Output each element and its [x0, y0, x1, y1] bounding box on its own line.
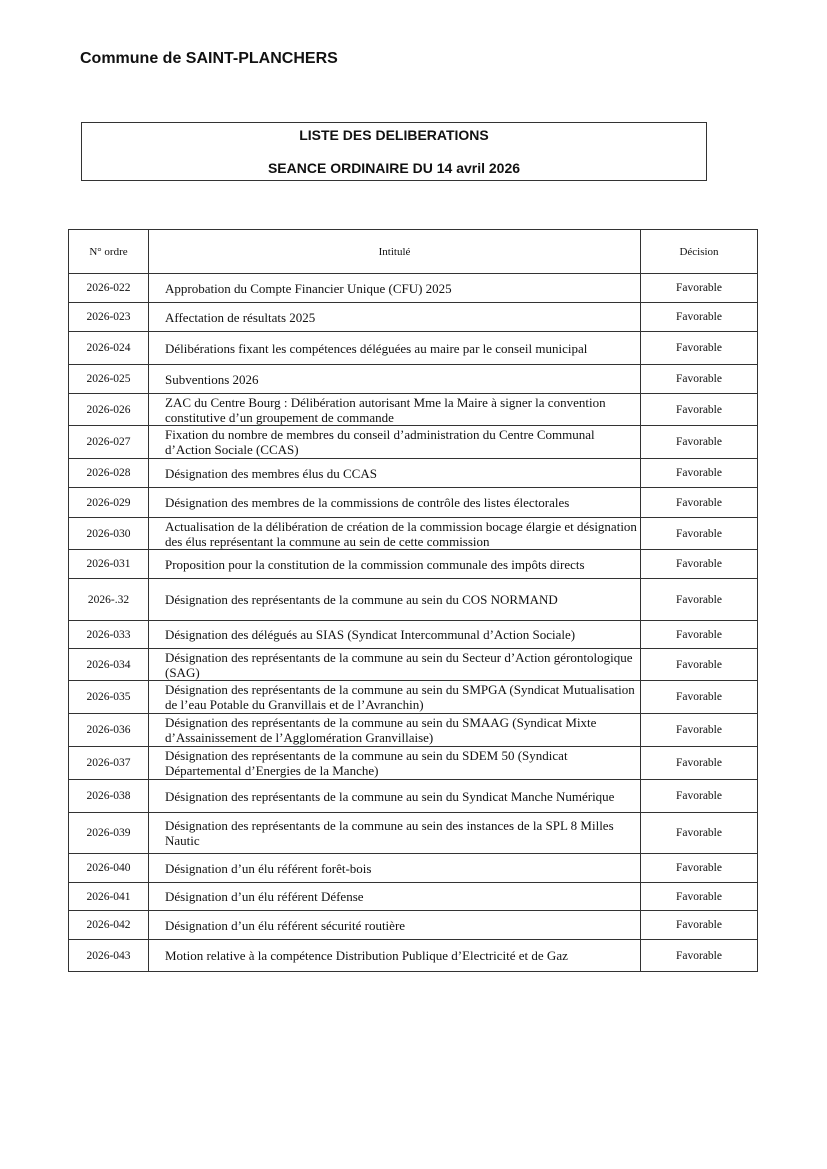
table-row — [69, 883, 758, 911]
row-title: Désignation des délégués au SIAS (Syndicat Intercommunal d’Action Sociale) — [149, 621, 641, 649]
row-title: Motion relative à la compétence Distribution Publique d’Electricité et de Gaz — [149, 940, 641, 972]
table-row — [69, 813, 758, 854]
commune-name: Commune de SAINT-PLANCHERS — [80, 50, 338, 67]
row-decision: Favorable — [641, 365, 758, 394]
table-row — [69, 621, 758, 649]
table-row — [69, 714, 758, 747]
row-number: 2026-025 — [69, 365, 149, 394]
table-row — [69, 854, 758, 883]
row-number: 2026-038 — [69, 780, 149, 813]
table-row — [69, 459, 758, 488]
table-row — [69, 518, 758, 550]
table-row — [69, 550, 758, 579]
row-decision: Favorable — [641, 780, 758, 813]
session-title: SEANCE ORDINAIRE DU 14 avril 2026 — [267, 160, 521, 176]
row-decision: Favorable — [641, 550, 758, 579]
row-number: 2026-023 — [69, 303, 149, 332]
table-header — [69, 230, 758, 274]
row-number: 2026-041 — [69, 883, 149, 911]
row-number: 2026-026 — [69, 394, 149, 426]
row-decision: Favorable — [641, 621, 758, 649]
row-number: 2026-022 — [69, 274, 149, 303]
row-number: 2026-042 — [69, 911, 149, 940]
row-decision: Favorable — [641, 813, 758, 854]
row-title: Désignation d’un élu référent forêt-bois — [149, 854, 641, 883]
row-number: 2026-034 — [69, 649, 149, 681]
row-title: Désignation d’un élu référent sécurité routière — [149, 911, 641, 940]
row-decision: Favorable — [641, 747, 758, 780]
row-decision: Favorable — [641, 394, 758, 426]
row-title: Désignation des représentants de la commune au sein du Syndicat Manche Numérique — [149, 780, 641, 813]
row-title: Désignation des représentants de la commune au sein du SDEM 50 (Syndicat Départemental d’Energies de la Manche) — [149, 747, 641, 780]
row-decision: Favorable — [641, 274, 758, 303]
row-decision: Favorable — [641, 303, 758, 332]
row-decision: Favorable — [641, 426, 758, 459]
row-title: Actualisation de la délibération de création de la commission bocage élargie et désignation des élus représentant la commune au sein de cette commission — [149, 518, 641, 550]
row-number: 2026-037 — [69, 747, 149, 780]
list-title: LISTE DES DELIBERATIONS — [299, 127, 489, 143]
row-number: 2026-040 — [69, 854, 149, 883]
table-row — [69, 780, 758, 813]
row-number: 2026-031 — [69, 550, 149, 579]
table-row — [69, 488, 758, 518]
table-row — [69, 911, 758, 940]
table-row — [69, 649, 758, 681]
row-title: Désignation des représentants de la commune au sein du COS NORMAND — [149, 579, 641, 621]
table-row — [69, 747, 758, 780]
row-number: 2026-030 — [69, 518, 149, 550]
row-title: Affectation de résultats 2025 — [149, 303, 641, 332]
row-number: 2026-043 — [69, 940, 149, 972]
row-number: 2026-036 — [69, 714, 149, 747]
row-title: Délibérations fixant les compétences déléguées au maire par le conseil municipal — [149, 332, 641, 365]
row-decision: Favorable — [641, 714, 758, 747]
table-row — [69, 365, 758, 394]
table-row — [69, 681, 758, 714]
row-number: 2026-024 — [69, 332, 149, 365]
row-number: 2026-029 — [69, 488, 149, 518]
column-header-number: N° ordre — [69, 230, 149, 274]
row-title: Désignation des représentants de la commune au sein du Secteur d’Action gérontologique (SAG) — [149, 649, 641, 681]
column-header-decision: Décision — [641, 230, 758, 274]
table-row — [69, 579, 758, 621]
table-row — [69, 394, 758, 426]
row-number: 2026-035 — [69, 681, 149, 714]
row-title: Désignation des membres élus du CCAS — [149, 459, 641, 488]
row-title: Désignation des membres de la commissions de contrôle des listes électorales — [149, 488, 641, 518]
row-decision: Favorable — [641, 579, 758, 621]
row-decision: Favorable — [641, 488, 758, 518]
deliberations-table — [68, 229, 758, 972]
row-decision: Favorable — [641, 649, 758, 681]
row-number: 2026-039 — [69, 813, 149, 854]
row-number: 2026-028 — [69, 459, 149, 488]
row-title: Approbation du Compte Financier Unique (CFU) 2025 — [149, 274, 641, 303]
row-title: Désignation des représentants de la commune au sein des instances de la SPL 8 Milles Nautic — [149, 813, 641, 854]
row-number: 2026-027 — [69, 426, 149, 459]
row-title: Subventions 2026 — [149, 365, 641, 394]
row-decision: Favorable — [641, 518, 758, 550]
column-header-title: Intitulé — [149, 230, 641, 274]
table-row — [69, 303, 758, 332]
row-title: Désignation des représentants de la commune au sein du SMPGA (Syndicat Mutualisation de l’eau Potable du Granvillais et de l’Avranchin) — [149, 681, 641, 714]
row-number: 2026-033 — [69, 621, 149, 649]
row-decision: Favorable — [641, 459, 758, 488]
table-row — [69, 332, 758, 365]
row-decision: Favorable — [641, 332, 758, 365]
table-row — [69, 940, 758, 972]
row-title: Désignation des représentants de la commune au sein du SMAAG (Syndicat Mixte d’Assainissement de l’Agglomération Granvillaise) — [149, 714, 641, 747]
title-box — [81, 122, 707, 181]
row-decision: Favorable — [641, 911, 758, 940]
row-title: Fixation du nombre de membres du conseil d’administration du Centre Communal d’Action Sociale (CCAS) — [149, 426, 641, 459]
row-title: ZAC du Centre Bourg : Délibération autorisant Mme la Maire à signer la convention constitutive d’un groupement de commande — [149, 394, 641, 426]
row-decision: Favorable — [641, 681, 758, 714]
table-row — [69, 426, 758, 459]
table-row — [69, 274, 758, 303]
row-title: Proposition pour la constitution de la commission communale des impôts directs — [149, 550, 641, 579]
row-number: 2026-.32 — [69, 579, 149, 621]
row-title: Désignation d’un élu référent Défense — [149, 883, 641, 911]
row-decision: Favorable — [641, 883, 758, 911]
row-decision: Favorable — [641, 854, 758, 883]
row-decision: Favorable — [641, 940, 758, 972]
